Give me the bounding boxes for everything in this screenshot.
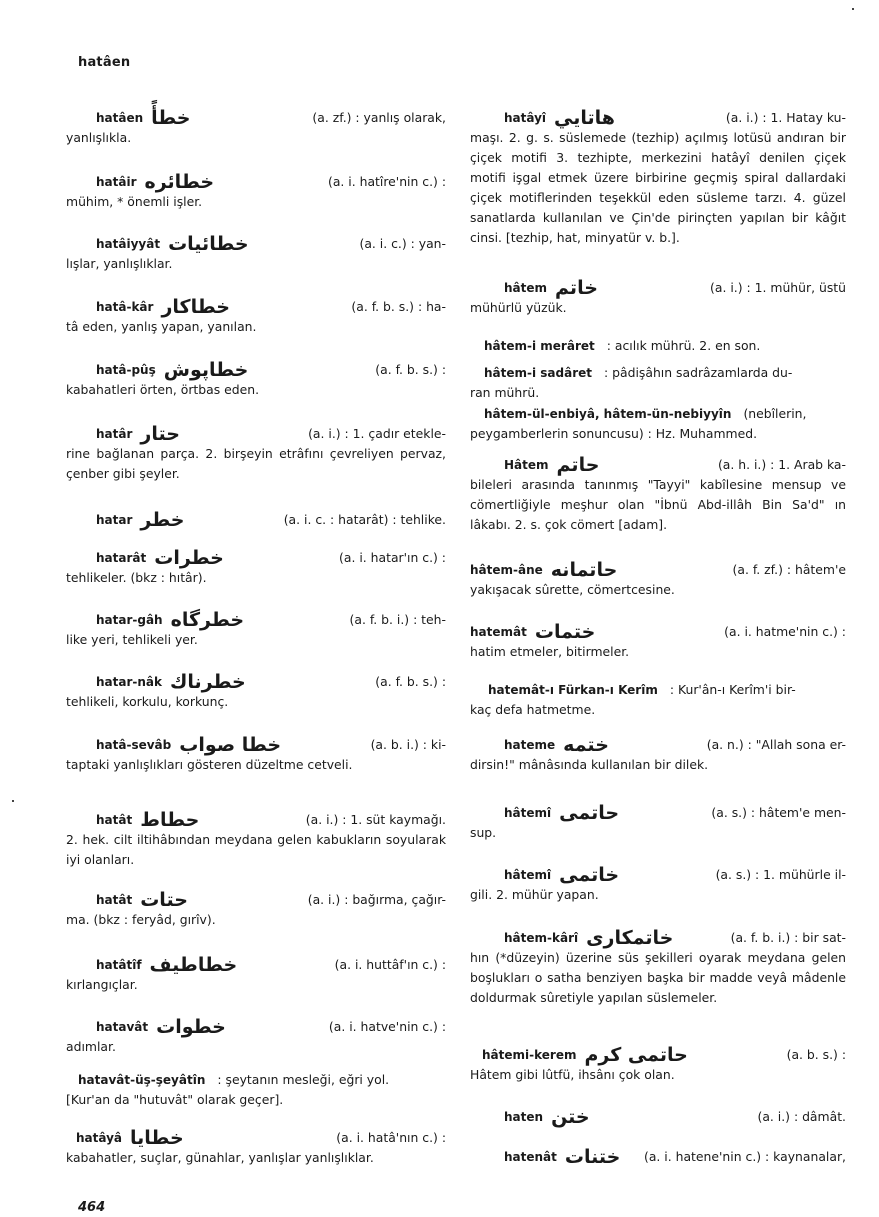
- arabic-spelling: خطائره: [144, 171, 215, 193]
- entry-first-line: [470, 803, 846, 823]
- dictionary-entry: [66, 360, 446, 400]
- definition-text: mühim, * önemli işler.: [66, 194, 203, 209]
- entry-first-line: [66, 1070, 446, 1090]
- headword: hâtemi-kerem: [482, 1048, 577, 1062]
- definition-text: tehlikeli, korkulu, korkunç.: [66, 694, 229, 709]
- headword: hatenât: [504, 1150, 557, 1164]
- entry-first-line: [66, 234, 446, 254]
- headword: Hâtem: [504, 458, 549, 472]
- arabic-spelling: هاتايي: [554, 107, 615, 129]
- dictionary-entry: [66, 234, 446, 274]
- definition-text: dirsin!" mânâsında kullanılan bir dilek.: [470, 757, 709, 772]
- arabic-spelling: خطر: [140, 509, 185, 531]
- arabic-spelling: ختنات: [564, 1146, 621, 1168]
- headword: hatâen: [96, 111, 144, 125]
- grammar-note: (a. i.) : bağırma, çağır-: [307, 892, 446, 907]
- definition-text: rine bağlanan parça. 2. birşeyin etrâfını çevreliyen pervaz, çenber gibi şeyler.: [66, 446, 446, 481]
- entry-first-line: [66, 672, 446, 692]
- entry-first-line: [470, 560, 846, 580]
- arabic-spelling: خطاكار: [161, 296, 230, 318]
- grammar-note: (a. i. hatve'nin c.) :: [328, 1019, 446, 1034]
- arabic-spelling: حاتمانه: [550, 559, 618, 581]
- grammar-note: (a. f. b. i.) : bir sat-: [730, 930, 846, 945]
- grammar-note: (a. i.) : 1. süt kaymağı.: [305, 812, 446, 827]
- headword: hatâ-pûş: [96, 363, 156, 377]
- headword: hatâir: [96, 175, 137, 189]
- definition-text: ma. (bkz : feryâd, gırîv).: [66, 912, 216, 927]
- grammar-note: (a. i. hatîre'nin c.) :: [327, 174, 446, 189]
- definition-text: kabahatler, suçlar, günahlar, yanlışlar yanlışlıklar.: [66, 1150, 374, 1165]
- definition-text: kaç defa hatmetme.: [470, 702, 596, 717]
- headword: hâtemî: [504, 806, 552, 820]
- grammar-note: (a. h. i.) : 1. Arab ka-: [717, 457, 846, 472]
- headword: hâtem: [504, 281, 548, 295]
- definition-text: tâ eden, yanlış yapan, yanılan.: [66, 319, 257, 334]
- arabic-spelling: حاتمى: [559, 802, 620, 824]
- page-number: 464: [78, 1200, 106, 1215]
- dictionary-entry: [470, 278, 846, 318]
- headword: hatavât: [96, 1020, 149, 1034]
- dictionary-entry: [470, 108, 846, 248]
- grammar-note: (a. n.) : "Allah sona er-: [706, 737, 846, 752]
- dictionary-entry: [470, 336, 846, 356]
- entry-first-line: [66, 424, 446, 444]
- arabic-spelling: حطاط: [140, 809, 200, 831]
- dictionary-entry: [66, 548, 446, 588]
- arabic-spelling: حتار: [140, 423, 180, 445]
- entry-first-line: [66, 297, 446, 317]
- definition-text: yanlışlıkla.: [66, 130, 132, 145]
- grammar-note: (a. i.) : 1. çadır etekle-: [308, 426, 446, 441]
- dictionary-entry: [470, 363, 846, 403]
- headword: hatâiyyât: [96, 237, 161, 251]
- grammar-note: (a. i. c.) : yan-: [359, 236, 446, 251]
- grammar-note: (a. i.) : dâmât.: [757, 1109, 846, 1124]
- headword: hatâyî: [504, 111, 547, 125]
- dictionary-entry: [470, 455, 846, 535]
- grammar-note: (a. f. b. s.) :: [375, 674, 446, 689]
- dictionary-entry: [470, 1147, 846, 1167]
- arabic-spelling: خاتمكارى: [586, 927, 674, 949]
- headword: hatavât-üş-şeyâtîn: [78, 1073, 206, 1087]
- definition-text: taptaki yanlışlıkları gösteren düzeltme cetveli.: [66, 757, 353, 772]
- headword: hâtem-kârî: [504, 931, 579, 945]
- grammar-note: (a. s.) : 1. mühürle il-: [715, 867, 846, 882]
- headword: hâtemî: [504, 868, 552, 882]
- grammar-note: (a. f. zf.) : hâtem'e: [732, 562, 846, 577]
- arabic-spelling: ختن: [551, 1106, 590, 1128]
- arabic-spelling: ختمات: [534, 621, 596, 643]
- entry-first-line: [470, 455, 846, 475]
- headword: hateme: [504, 738, 556, 752]
- dictionary-entry: [470, 622, 846, 662]
- entry-first-line: [470, 1147, 846, 1167]
- dictionary-entry: [66, 297, 446, 337]
- dictionary-entry: [66, 610, 446, 650]
- definition-text: Hâtem gibi lûtfü, ihsânı çok olan.: [470, 1067, 675, 1082]
- dictionary-entry: [470, 680, 846, 720]
- dictionary-entry: [66, 108, 446, 148]
- grammar-note: (a. i. c. : hatarât) : tehlike.: [283, 512, 446, 527]
- headword: hatar-nâk: [96, 675, 162, 689]
- entry-first-line: [470, 108, 846, 128]
- dictionary-entry: [470, 865, 846, 905]
- arabic-spelling: خطاطيف: [149, 954, 238, 976]
- headword: hatâ-sevâb: [96, 738, 172, 752]
- entry-first-line: [470, 622, 846, 642]
- scan-speck: [852, 8, 854, 10]
- running-head: hatâen: [78, 55, 131, 70]
- dictionary-entry: [470, 735, 846, 775]
- arabic-spelling: خطا صواب: [179, 734, 282, 756]
- dictionary-entry: [66, 1070, 446, 1110]
- dictionary-entry: [66, 1128, 446, 1168]
- entry-first-line: [66, 360, 446, 380]
- headword: hatar: [96, 513, 133, 527]
- entry-first-line: [470, 680, 846, 700]
- grammar-note: (a. f. b. s.) : ha-: [351, 299, 446, 314]
- arabic-spelling: خطرناك: [170, 671, 246, 693]
- dictionary-entry: [66, 735, 446, 775]
- arabic-spelling: خاتم: [555, 277, 598, 299]
- headword: hatâr: [96, 427, 133, 441]
- grammar-note: (a. i. hatene'nin c.) : kaynanalar,: [643, 1149, 846, 1164]
- definition-text: gili. 2. mühür yapan.: [470, 887, 599, 902]
- entry-first-line: [470, 928, 846, 948]
- entry-first-line: [470, 1045, 846, 1065]
- arabic-spelling: حاتم: [556, 454, 600, 476]
- definition-text: kırlangıçlar.: [66, 977, 138, 992]
- dictionary-entry: [470, 1107, 846, 1127]
- entry-first-line: [470, 735, 846, 755]
- headword: hatâ-kâr: [96, 300, 154, 314]
- entry-first-line: [66, 108, 446, 128]
- definition-text: like yeri, tehlikeli yer.: [66, 632, 198, 647]
- grammar-note: (a. i.) : 1. mühür, üstü: [710, 280, 846, 295]
- dictionary-entry: [66, 672, 446, 712]
- entry-first-line: [66, 735, 446, 755]
- dictionary-entry: [66, 510, 446, 530]
- definition-text: 2. hek. cilt iltihâbından meydana gelen kabukların soyularak iyi olanları.: [66, 832, 446, 867]
- grammar-note: : Kur'ân-ı Kerîm'i bir-: [669, 682, 796, 697]
- entry-first-line: [66, 1128, 446, 1148]
- grammar-note: (a. i. huttâf'ın c.) :: [334, 957, 446, 972]
- entry-first-line: [66, 890, 446, 910]
- scan-speck: [12, 800, 14, 802]
- dictionary-entry: [66, 1017, 446, 1057]
- arabic-spelling: حاتمی کرم: [584, 1044, 688, 1066]
- headword: hatât: [96, 813, 133, 827]
- definition-text: maşı. 2. g. s. süslemede (tezhip) açılmış lotüsü andıran bir çiçek motifi 3. tezhipte, merkezini hatâyî denilen çiçek motifi işgal etmek üzere birbirine geçmiş spiral dallardaki çiçek motiflerinden teşekkül eden süsleme tarzı. 4. güzel sanatlarda kullanılan ve Çin'de pirinçten yapılan bir kâğıt cinsi. [tezhip, hat, minyatür v. b.].: [470, 130, 846, 245]
- dictionary-entry: [470, 560, 846, 600]
- arabic-spelling: خطاپوش: [163, 359, 249, 381]
- definition-text: mühürlü yüzük.: [470, 300, 567, 315]
- grammar-note: (nebîlerin,: [743, 406, 807, 421]
- headword: hâtem-âne: [470, 563, 543, 577]
- entry-first-line: [66, 810, 446, 830]
- headword: hâtem-ül-enbiyâ, hâtem-ün-nebiyyîn: [484, 407, 732, 421]
- grammar-note: (a. f. b. s.) :: [375, 362, 446, 377]
- entry-first-line: [470, 336, 846, 356]
- definition-text: sup.: [470, 825, 497, 840]
- dictionary-entry: [66, 172, 446, 212]
- grammar-note: (a. s.) : hâtem'e men-: [711, 805, 846, 820]
- definition-text: hın (*düzeyin) üzerine süs şekilleri oyarak meydana gelen boşlukları o satha benziyen başka bir madde veyâ mâdenle doldurmak sûretiyle yapılan süslemeler.: [470, 950, 846, 1005]
- headword: hâtem-i merâret: [484, 339, 595, 353]
- grammar-note: (a. zf.) : yanlış olarak,: [312, 110, 446, 125]
- grammar-note: (a. i.) : 1. Hatay ku-: [725, 110, 846, 125]
- grammar-note: (a. f. b. i.) : teh-: [349, 612, 446, 627]
- definition-text: [Kur'an da "hutuvât" olarak geçer].: [66, 1092, 284, 1107]
- dictionary-entry: [66, 955, 446, 995]
- entry-first-line: [66, 548, 446, 568]
- entry-first-line: [66, 955, 446, 975]
- headword: hatât: [96, 893, 133, 907]
- arabic-spelling: خطرگاه: [170, 609, 245, 631]
- definition-text: lışlar, yanlışlıklar.: [66, 256, 173, 271]
- dictionary-entry: [66, 810, 446, 870]
- definition-text: ran mührü.: [470, 385, 540, 400]
- entry-first-line: [66, 1017, 446, 1037]
- entry-first-line: [470, 1107, 846, 1127]
- entry-first-line: [470, 363, 846, 383]
- entry-first-line: [66, 510, 446, 530]
- headword: hatâtîf: [96, 958, 142, 972]
- definition-text: peygamberlerin sonuncusu) : Hz. Muhammed.: [470, 426, 758, 441]
- definition-text: bileleri arasında tanınmış "Tayyi" kabîlesine mensup ve cömertliğiyle meşhur olan "İbnü Abd-illâh Bin Sa'd" ın lâkabı. 2. s. çok cömert [adam].: [470, 477, 846, 532]
- grammar-note: (a. b. s.) :: [786, 1047, 846, 1062]
- grammar-note: (a. i. hatar'ın c.) :: [339, 550, 446, 565]
- entry-first-line: [66, 610, 446, 630]
- headword: hatemât: [470, 625, 527, 639]
- definition-text: kabahatleri örten, örtbas eden.: [66, 382, 260, 397]
- entry-first-line: [66, 172, 446, 192]
- arabic-spelling: خطرات: [154, 547, 224, 569]
- grammar-note: (a. b. i.) : ki-: [370, 737, 446, 752]
- headword: hatemât-ı Fürkan-ı Kerîm: [488, 683, 658, 697]
- dictionary-entry: [470, 928, 846, 1008]
- entry-first-line: [470, 278, 846, 298]
- definition-text: hatim etmeler, bitirmeler.: [470, 644, 630, 659]
- arabic-spelling: خطايا: [130, 1127, 184, 1149]
- arabic-spelling: خطوات: [156, 1016, 226, 1038]
- grammar-note: : acılık mührü. 2. en son.: [606, 338, 761, 353]
- definition-text: adımlar.: [66, 1039, 116, 1054]
- dictionary-entry: [470, 1045, 846, 1085]
- dictionary-entry: [66, 424, 446, 484]
- dictionary-entry: [470, 803, 846, 843]
- dictionary-entry: [470, 404, 846, 444]
- grammar-note: : pâdişâhın sadrâzamlarda du-: [604, 365, 793, 380]
- grammar-note: : şeytanın mesleği, eğri yol.: [217, 1072, 390, 1087]
- entry-first-line: [470, 865, 846, 885]
- grammar-note: (a. i. hatâ'nın c.) :: [336, 1130, 446, 1145]
- arabic-spelling: خاتمى: [559, 864, 620, 886]
- entry-first-line: [470, 404, 846, 424]
- headword: hatâyâ: [76, 1131, 123, 1145]
- arabic-spelling: ختمه: [563, 734, 609, 756]
- definition-text: yakışacak sûrette, cömertcesine.: [470, 582, 675, 597]
- headword: hâtem-i sadâret: [484, 366, 593, 380]
- definition-text: tehlikeler. (bkz : hıtâr).: [66, 570, 207, 585]
- arabic-spelling: خطأً: [151, 107, 191, 129]
- arabic-spelling: خطائيات: [168, 233, 249, 255]
- arabic-spelling: حتات: [140, 889, 188, 911]
- headword: hatar-gâh: [96, 613, 163, 627]
- grammar-note: (a. i. hatme'nin c.) :: [724, 624, 846, 639]
- dictionary-entry: [66, 890, 446, 930]
- headword: haten: [504, 1110, 544, 1124]
- headword: hatarât: [96, 551, 147, 565]
